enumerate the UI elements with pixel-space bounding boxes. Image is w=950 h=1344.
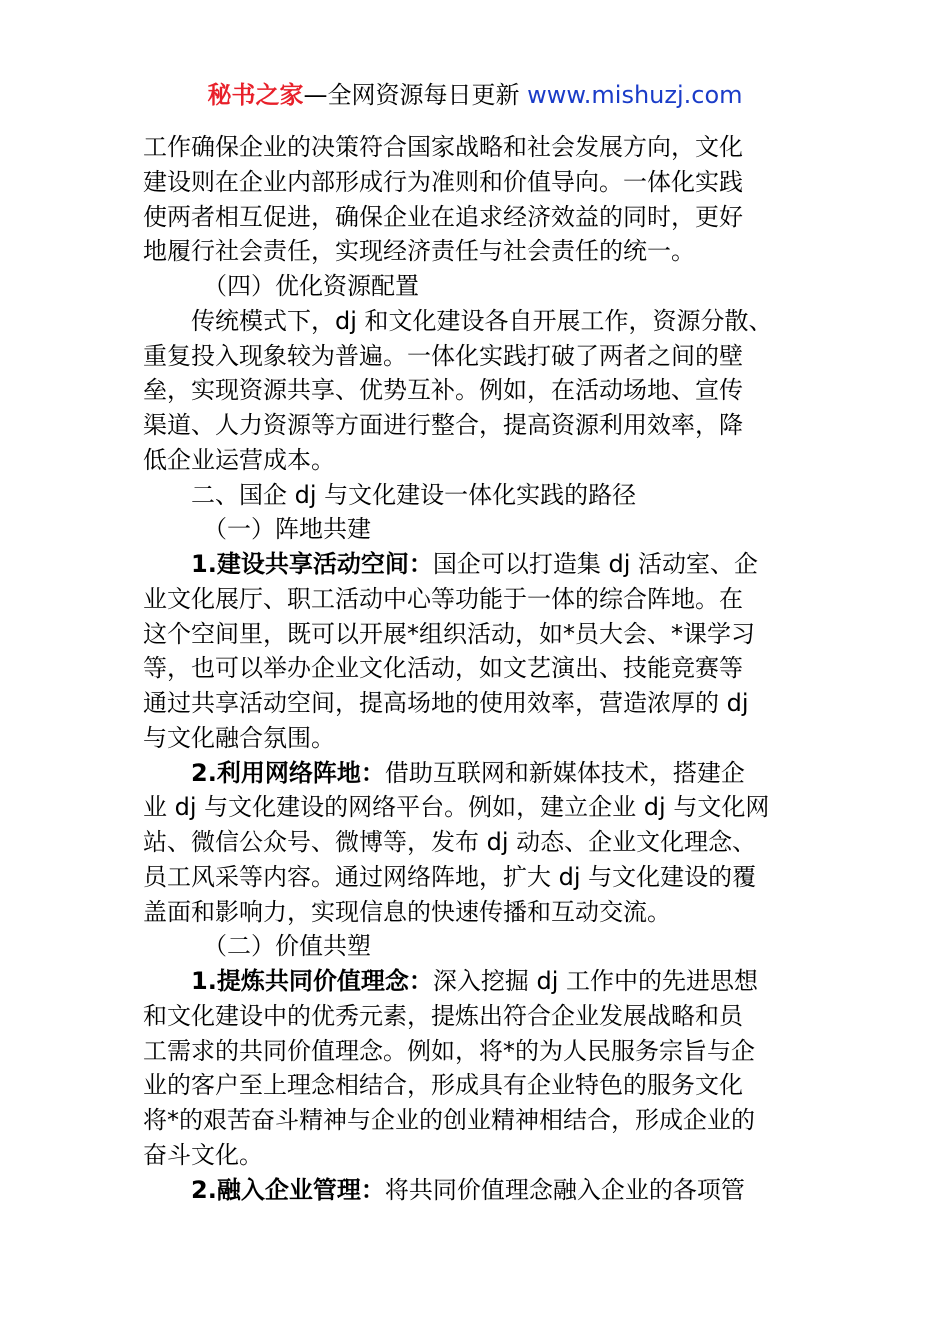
paragraph-first-line — [143, 1173, 810, 1208]
text-line: 站、微信公众号、微博等，发布 dj 动态、企业文化理念、 — [143, 828, 757, 856]
text-line: 工作确保企业的决策符合国家战略和社会发展方向，文化 — [143, 133, 743, 161]
document-body — [143, 130, 810, 1207]
item-title: 2.利用网络阵地： — [191, 758, 385, 787]
site-header — [0, 78, 950, 112]
text-line: 渠道、人力资源等方面进行整合，提高资源利用效率，降 — [143, 411, 743, 439]
text-line: 传统模式下，dj 和文化建设各自开展工作，资源分散、 — [191, 306, 773, 335]
text-line: 通过共享活动空间，提高场地的使用效率，营造浓厚的 dj — [143, 689, 749, 717]
paragraph-first-line — [143, 964, 810, 999]
text-line: 业的客户至上理念相结合，形成具有企业特色的服务文化 — [143, 1071, 743, 1100]
text-line: 这个空间里，既可以开展*组织活动，如*员大会、*课学习 — [143, 619, 755, 648]
text-line: 业 dj 与文化建设的网络平台。例如，建立企业 dj 与文化网 — [143, 793, 770, 822]
text-line: 等，也可以举办企业文化活动，如文艺演出、技能竞赛等 — [143, 654, 743, 683]
text-run: 借助互联网和新媒体技术，搭建企 — [384, 758, 745, 787]
text-line: 盖面和影响力，实现信息的快速传播和互动交流。 — [143, 897, 671, 926]
text-line: 使两者相互促进，确保企业在追求经济效益的同时，更好 — [143, 202, 743, 231]
text-line: 低企业运营成本。 — [143, 445, 335, 474]
paragraph-first-line — [143, 547, 810, 582]
item-title: 1.提炼共同价值理念： — [191, 967, 433, 995]
site-tagline: —全网资源每日更新 — [303, 81, 528, 109]
text-line: 垒，实现资源共享、优势互补。例如，在活动场地、宣传 — [143, 376, 743, 405]
item-title: 2.融入企业管理： — [191, 1175, 385, 1204]
text-run: 国企可以打造集 dj 活动室、企 — [432, 550, 758, 578]
text-line: 工需求的共同价值理念。例如，将*的为人民服务宗旨与企 — [143, 1036, 755, 1065]
text-line: 重复投入现象较为普遍。一体化实践打破了两者之间的壁 — [143, 341, 743, 370]
text-line: 奋斗文化。 — [143, 1140, 263, 1169]
text-run: 将共同价值理念融入企业的各项管 — [384, 1175, 745, 1204]
text-line: 和文化建设中的优秀元素，提炼出符合企业发展战略和员 — [143, 1001, 743, 1030]
text-line: 业文化展厅、职工活动中心等功能于一体的综合阵地。在 — [143, 584, 743, 613]
site-url-link[interactable]: www.mishuzj.com — [527, 81, 743, 109]
text-line: 员工风采等内容。通过网络阵地，扩大 dj 与文化建设的覆 — [143, 862, 757, 891]
chapter-heading: 二、国企 dj 与文化建设一体化实践的路径 — [191, 480, 637, 509]
paragraph-first-line — [143, 756, 810, 791]
text-line: 地履行社会责任，实现经济责任与社会责任的统一。 — [143, 237, 695, 266]
text-line: 与文化融合氛围。 — [143, 723, 335, 752]
item-title: 1.建设共享活动空间： — [191, 550, 433, 578]
text-run: 深入挖掘 dj 工作中的先进思想 — [432, 967, 758, 995]
text-line: 将*的艰苦奋斗精神与企业的创业精神相结合，形成企业的 — [143, 1106, 755, 1134]
section-heading: （一）阵地共建 — [203, 515, 371, 544]
section-heading: （四）优化资源配置 — [203, 272, 419, 300]
site-brand: 秘书之家 — [207, 81, 304, 109]
section-heading: （二）价值共塑 — [203, 932, 371, 961]
text-line: 建设则在企业内部形成行为准则和价值导向。一体化实践 — [143, 167, 743, 196]
